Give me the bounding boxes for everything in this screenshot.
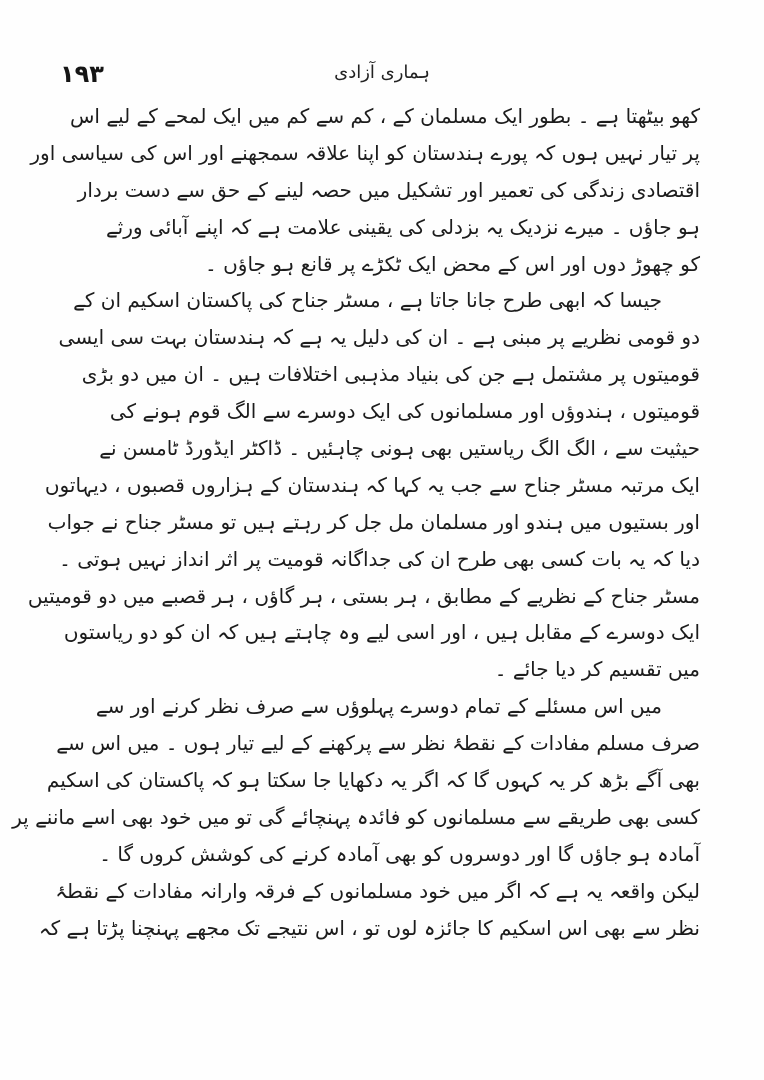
text-line: دیا کہ یہ بات کسی بھی طرح ان کی جداگانہ قومیت پر اثر انداز نہیں ہوتی ۔ [59,546,700,571]
text-line: بھی آگے بڑھ کر یہ کہوں گا کہ اگر یہ دکھایا جا سکتا ہو کہ پاکستان کی اسکیم [46,768,700,793]
text-line: آمادہ ہو جاؤں گا اور دوسروں کو بھی آمادہ کرنے کی کوشش کروں گا ۔ [99,841,700,866]
text-line: مسٹر جناح کے نظریے کے مطابق ، ہر بستی ، ہر گاؤں ، ہر قصبے میں دو قومیتیں [27,583,700,608]
text-line: ایک مرتبہ مسٹر جناح سے جب یہ کہا کہ ہندستان کے ہزاروں قصبوں ، دیہاتوں [44,472,700,497]
text-line: ہو جاؤں ۔ میرے نزدیک یہ بزدلی کی یقینی علامت ہے کہ اپنے آبائی ورثے [105,214,700,239]
text-line: قومیتوں ، ہندوؤں اور مسلمانوں کی ایک دوسرے سے الگ قوم ہونے کی [109,399,700,424]
text-line: میں تقسیم کر دیا جائے ۔ [494,657,700,682]
text-line: نظر سے بھی اس اسکیم کا جائزہ لوں تو ، اس نتیجے تک مجھے پہنچنا پڑتا ہے کہ [38,915,700,940]
text-line: دو قومی نظریے پر مبنی ہے ۔ ان کی دلیل یہ ہے کہ ہندستان بہت سی ایسی [58,325,700,350]
text-line: اور بستیوں میں ہندو اور مسلمان مل جل کر رہتے ہیں تو مسٹر جناح نے جواب [47,509,700,534]
text-line: ایک دوسرے کے مقابل ہیں ، اور اسی لیے وہ چاہتے ہیں کہ ان کو دو ریاستوں [63,620,700,645]
page-number: ۱۹۳ [60,60,104,88]
text-line: جیسا کہ ابھی طرح جانا جاتا ہے ، مسٹر جناح کی پاکستان اسکیم ان کے [73,288,662,313]
text-line: پر تیار نہیں ہوں کہ پورے ہندستان کو اپنا علاقہ سمجھنے اور اس کی سیاسی اور [30,140,700,165]
text-line: حیثیت سے ، الگ الگ ریاستیں بھی ہونی چاہئیں ۔ ڈاکٹر ایڈورڈ ٹامسن نے [99,436,700,461]
text-line: لیکن واقعہ یہ ہے کہ اگر میں خود مسلمانوں کے فرقہ وارانہ مفادات کے نقطۂ [55,878,700,903]
body-text [12,98,700,946]
running-header: ہماری آزادی [334,62,430,83]
text-line: کو چھوڑ دوں اور اس کے محض ایک ٹکڑے پر قانع ہو جاؤں ۔ [205,251,700,276]
text-line: میں اس مسئلے کے تمام دوسرے پہلوؤں سے صرف نظر کرنے اور سے [95,694,662,719]
text-line: کسی بھی طریقے سے مسلمانوں کو فائدہ پہنچائے گی تو میں خود بھی اسے ماننے پر [12,804,700,829]
text-line: صرف مسلم مفادات کے نقطۂ نظر سے پرکھنے کے لیے تیار ہوں ۔ میں اس سے [56,731,700,756]
text-line: اقتصادی زندگی کی تعمیر اور تشکیل میں حصہ لینے کے حق سے دست بردار [77,177,700,202]
text-line: کھو بیٹھتا ہے ۔ بطور ایک مسلمان کے ، کم سے کم میں ایک لمحے کے لیے اس [70,104,700,128]
text-line: قومیتوں پر مشتمل ہے جن کی بنیاد مذہبی اختلافات ہیں ۔ ان میں دو بڑی [81,362,700,387]
